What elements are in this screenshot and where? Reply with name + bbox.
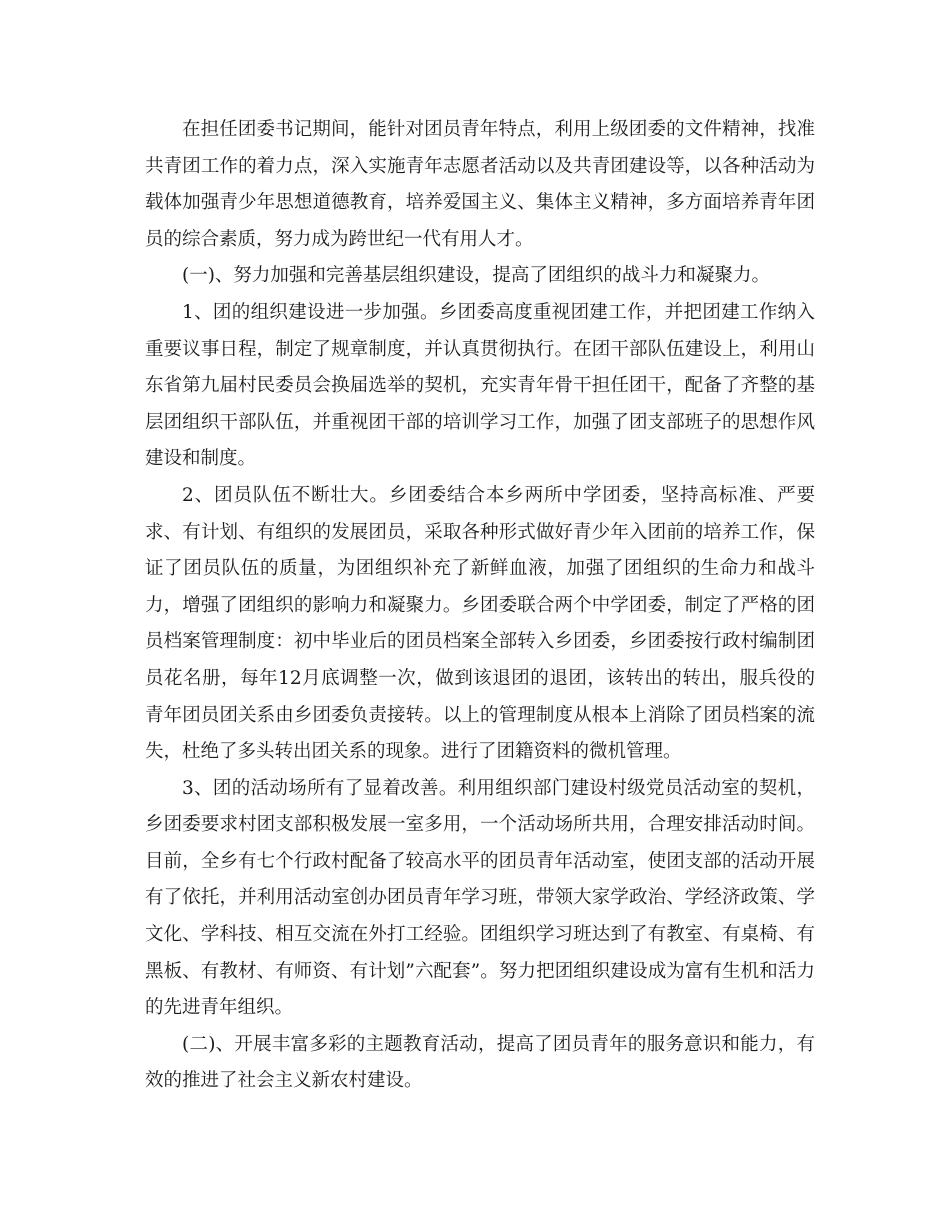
paragraph-section-1-heading: (一)、努力加强和完善基层组织建设，提高了团组织的战斗力和凝聚力。 [182, 265, 770, 287]
paragraph-section-2-heading: (二)、开展丰富多彩的主题教育活动，提高了团员青年的服务意识和能力，有效的推进了社会主义新农村建设。 [145, 1033, 815, 1092]
paragraph-intro: 在担任团委书记期间，能针对团员青年特点，利用上级团委的文件精神，找准共青团工作的着力点，深入实施青年志愿者活动以及共青团建设等，以各种活动为载体加强青少年思想道德教育，培养爱国主义、集体主义精神，多方面培养青年团员的综合素质，努力成为跨世纪一代有用人才。 [145, 119, 815, 250]
paragraph-item-2: 2、团员队伍不断壮大。乡团委结合本乡两所中学团委，坚持高标准、严要求、有计划、有组织的发展团员，采取各种形式做好青少年入团前的培养工作，保证了团员队伍的质量，为团组织补充了新鲜血液，加强了团组织的生命力和战斗力，增强了团组织的影响力和凝聚力。乡团委联合两个中学团委，制定了严格的团员档案管理制度：初中毕业后的团员档案全部转入乡团委，乡团委按行政村编制团员花名册，每年12月底调整一次，做到该退团的退团，该转出的转出，服兵役的青年团员团关系由乡团委负责接转。以上的管理制度从根本上消除了团员档案的流失，杜绝了多头转出团关系的现象。进行了团籍资料的微机管理。 [145, 484, 815, 763]
paragraph-item-1: 1、团的组织建设进一步加强。乡团委高度重视团建工作，并把团建工作纳入重要议事日程，制定了规章制度，并认真贯彻执行。在团干部队伍建设上，利用山东省第九届村民委员会换届选举的契机，充实青年骨干担任团干，配备了齐整的基层团组织干部队伍，并重视团干部的培训学习工作，加强了团支部班子的思想作风建设和制度。 [145, 301, 815, 470]
document-body [145, 112, 815, 1100]
paragraph-item-3: 3、团的活动场所有了显着改善。利用组织部门建设村级党员活动室的契机，乡团委要求村团支部积极发展一室多用，一个活动场所共用，合理安排活动时间。目前，全乡有七个行政村配备了较高水平的团员青年活动室，使团支部的活动开展有了依托，并利用活动室创办团员青年学习班，带领大家学政治、学经济政策、学文化、学科技、相互交流在外打工经验。团组织学习班达到了有教室、有桌椅、有黑板、有教材、有师资、有计划”六配套”。努力把团组织建设成为富有生机和活力的先进青年组织。 [145, 777, 815, 1019]
